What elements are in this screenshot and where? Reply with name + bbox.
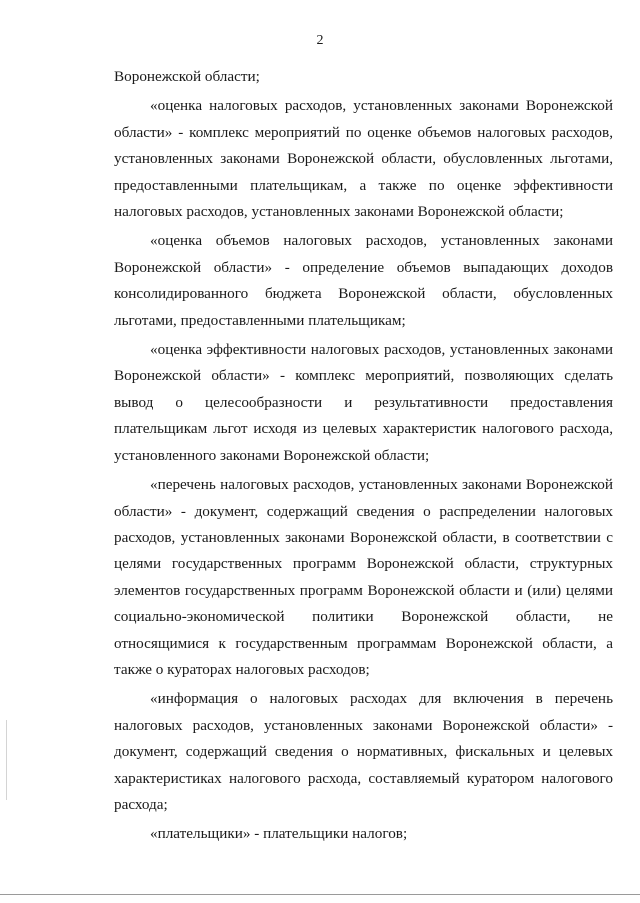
paragraph-definition-payers: «плательщики» - плательщики налогов;	[150, 825, 408, 843]
paragraph-definition-tax-expense-list: «перечень налоговых расходов, установленных законами Воронежской области» - документ, содержащий сведения о распределении налоговых расходов, установленных законами Воронежской области, в соответствии с целями государственных программ Воронежской области, структурных элементов государственных программ Воронежской области и (или) целями социально-экономической политики Воронежской области, не относящимися к государственным программам Воронежской области, а также о кураторах налоговых расходов;	[114, 476, 613, 678]
document-body	[114, 64, 613, 851]
paragraph-definition-tax-expense-efficiency: «оценка эффективности налоговых расходов, установленных законами Воронежской области» - комплекс мероприятий, позволяющих сделать вывод о целесообразности и результативности предоставления плательщикам льгот исходя из целевых характеристик налогового расхода, установленного законами Воронежской области;	[114, 341, 613, 464]
paragraph-definition-tax-expense-assessment: «оценка налоговых расходов, установленных законами Воронежской области» - комплекс мероприятий по оценке объемов налоговых расходов, установленных законами Воронежской области, обусловленных льготами, предоставленными плательщикам, а также по оценке эффективности налоговых расходов, установленных законами Воронежской области;	[114, 97, 613, 221]
paragraph-continuation: Воронежской области;	[114, 68, 260, 85]
scan-bottom-edge	[0, 894, 640, 895]
paragraph-definition-tax-expense-volume: «оценка объемов налоговых расходов, установленных законами Воронежской области» - определение объемов выпадающих доходов консолидированного бюджета Воронежской области, обусловленных льготами, предоставленными плательщикам;	[114, 232, 613, 329]
page-number: 2	[316, 33, 324, 48]
paragraph-definition-tax-expense-information: «информация о налоговых расходах для включения в перечень налоговых расходов, установленных законами Воронежской области» - документ, содержащий сведения о нормативных, фискальных и целевых характеристиках налогового расхода, составляемый куратором налогового расхода;	[114, 690, 613, 813]
scan-artifact-left-edge	[6, 720, 7, 800]
